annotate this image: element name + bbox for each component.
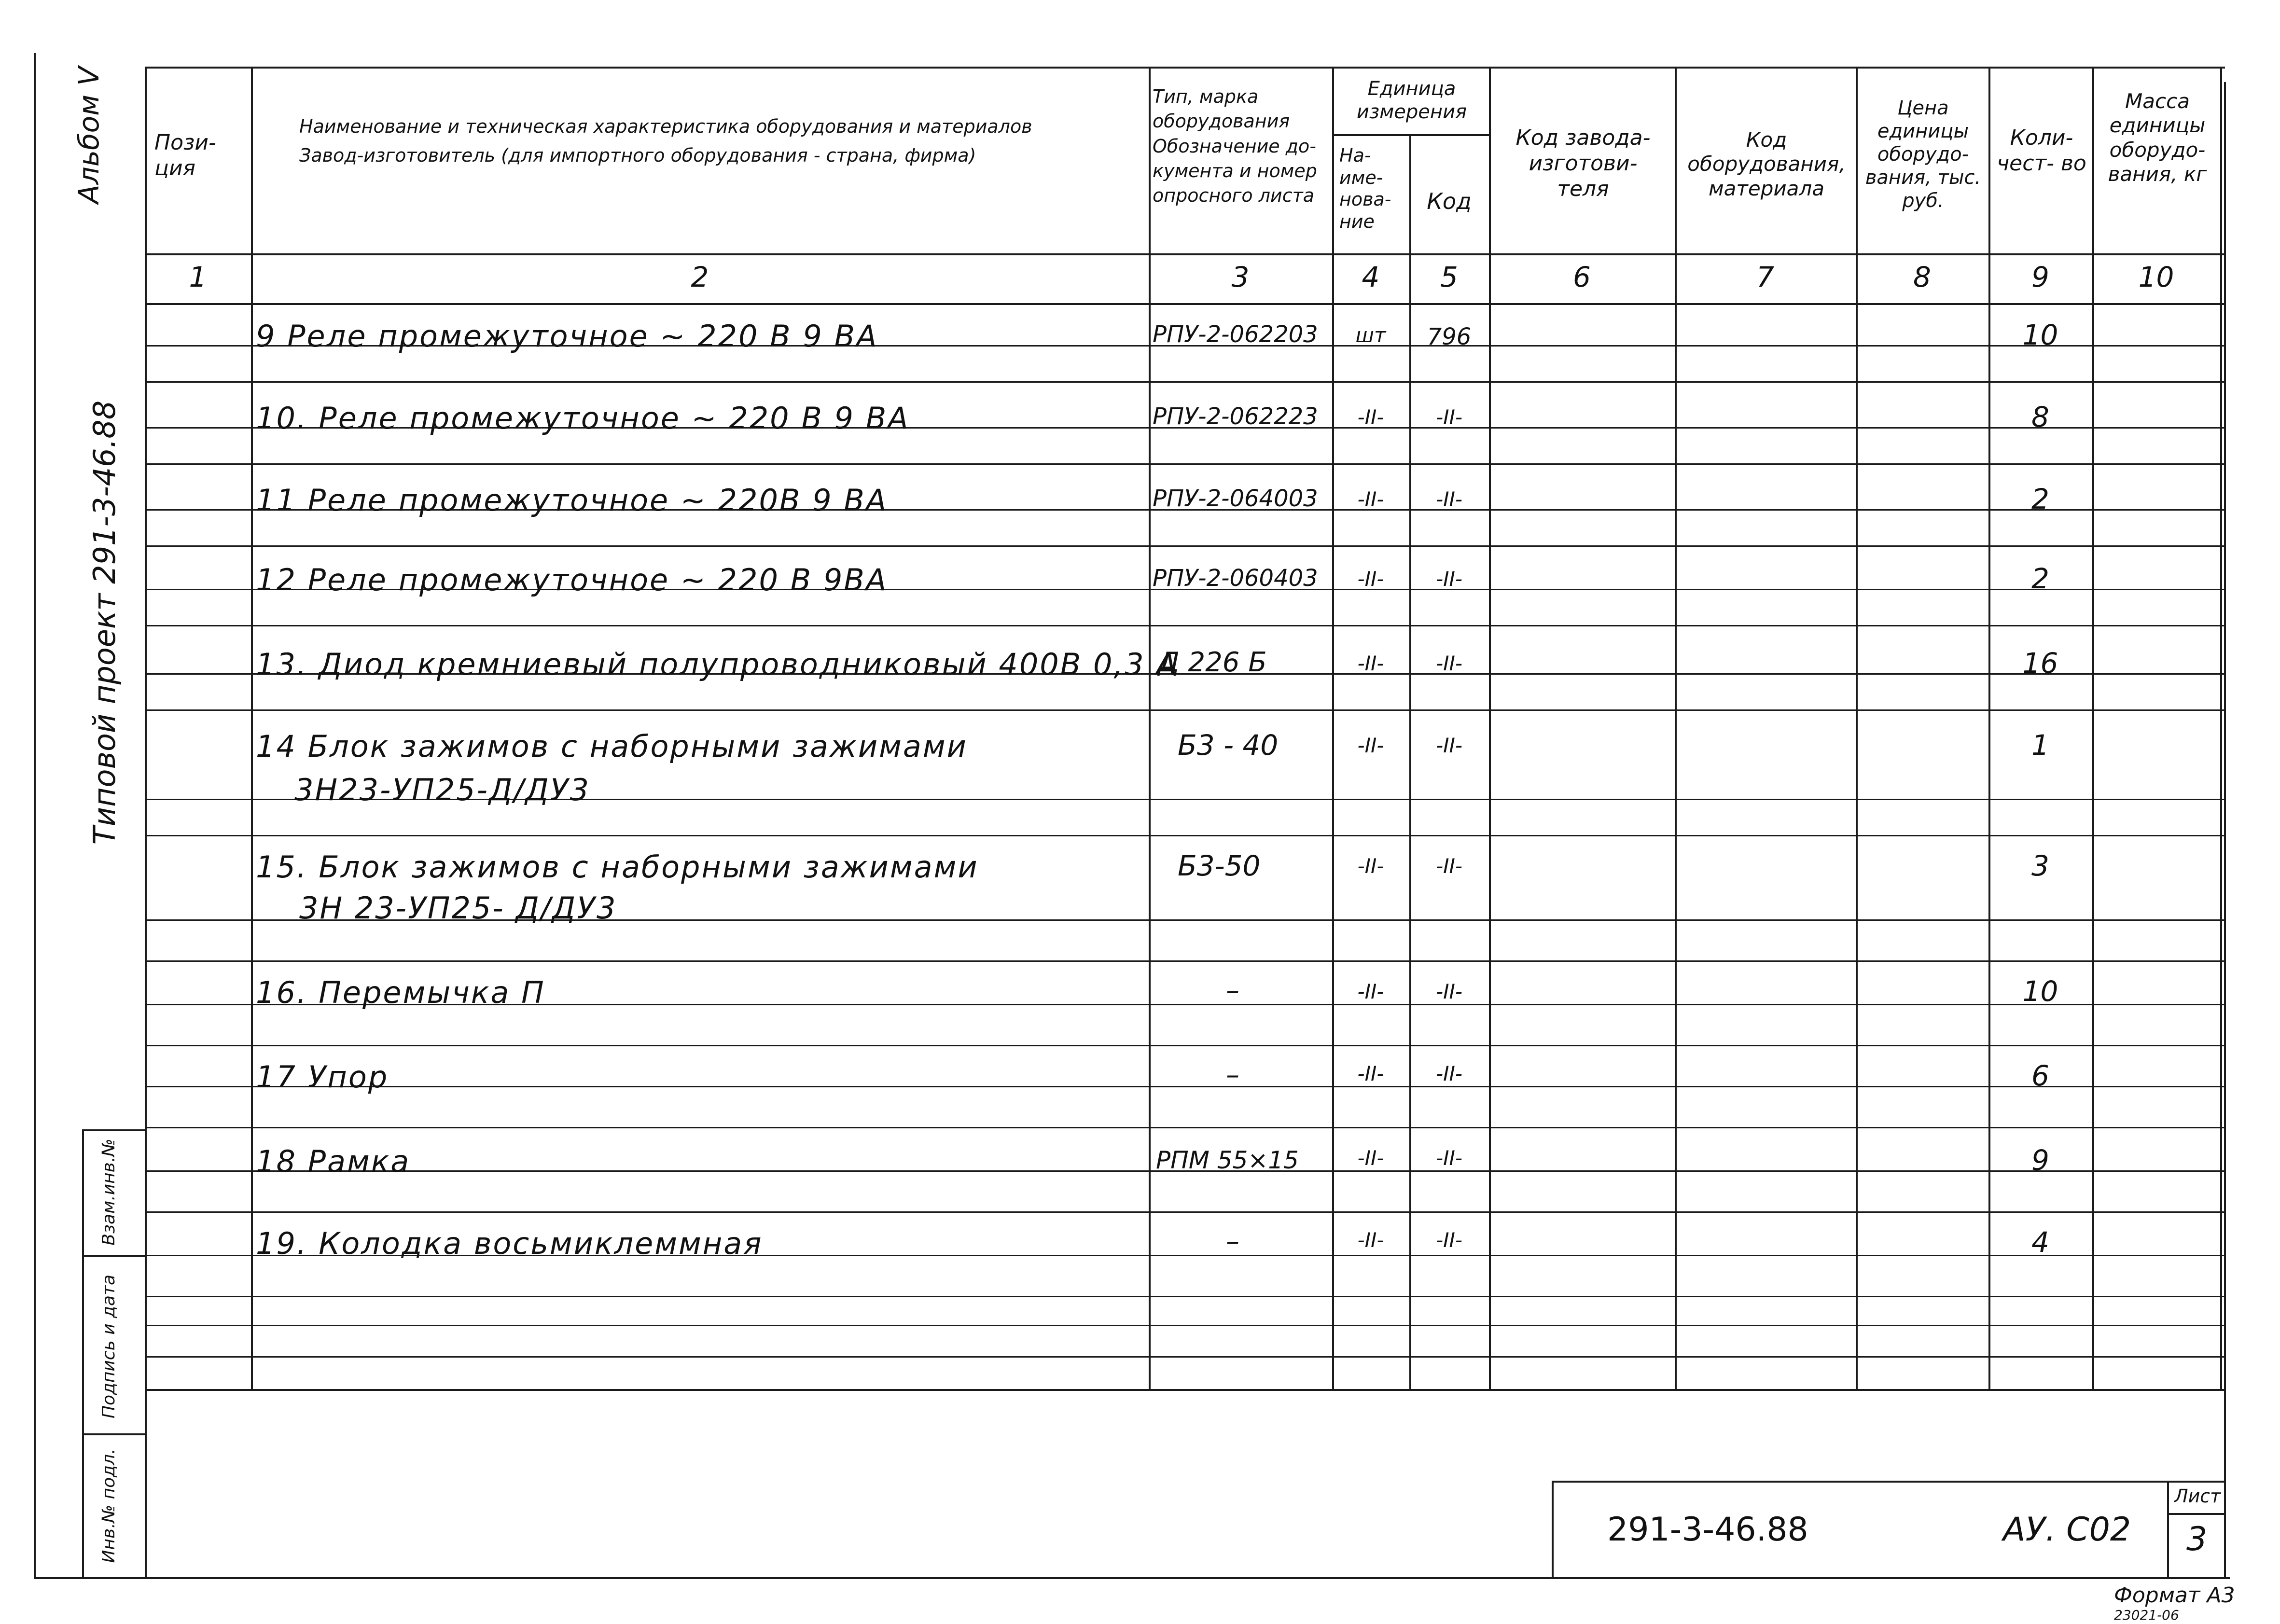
row-name: 19. Колодка восьмиклеммная: [256, 1226, 763, 1261]
row-name: 16. Перемычка П: [256, 975, 545, 1010]
row-unit: -II-: [1357, 734, 1384, 757]
row-type: РПУ-2-064003: [1153, 485, 1318, 512]
row-type: –: [1226, 975, 1239, 1006]
header-position: Пози- ция: [154, 130, 216, 180]
table-row-line: [145, 960, 2225, 962]
titleblock-top-line: [1552, 1481, 2225, 1483]
header-factory-code: Код завода- изготови- теля: [1515, 125, 1651, 201]
table-row-line: [145, 835, 2225, 836]
row-code: -II-: [1435, 567, 1463, 591]
colnum-4: 4: [1362, 261, 1380, 293]
header-bottom-line: [145, 253, 2225, 255]
row-unit: -II-: [1357, 487, 1384, 511]
row-code: -II-: [1435, 1228, 1463, 1252]
titleblock-sheet-divider: [2167, 1482, 2169, 1578]
row-unit: -II-: [1357, 405, 1384, 429]
row-code: -II-: [1435, 980, 1463, 1003]
table-row-line: [145, 1127, 2225, 1128]
row-type: РПУ-2-060403: [1153, 565, 1318, 592]
table-row-line: [145, 1325, 2225, 1326]
sheet-label: Лист: [2174, 1485, 2221, 1507]
colnum-3: 3: [1231, 261, 1250, 293]
row-qty: 3: [2031, 849, 2049, 882]
row-name: 14 Блок зажимов с наборными зажимами: [256, 729, 968, 764]
row-code: -II-: [1435, 734, 1463, 757]
table-row-line: [145, 709, 2225, 711]
row-code: -II-: [1435, 487, 1463, 511]
frame-right-line: [2224, 82, 2226, 1578]
sheet-code: АУ. С02: [2003, 1511, 2131, 1549]
table-row-line: [145, 1296, 2225, 1297]
table-row-line: [145, 1086, 2225, 1087]
header-type: Тип, марка оборудования Обозначение до- кумента и номер опросного листа: [1153, 86, 1317, 207]
row-type: РПУ-2-062223: [1153, 403, 1318, 430]
row-unit: -II-: [1357, 980, 1384, 1003]
row-type: –: [1226, 1059, 1239, 1091]
table-row-line: [145, 625, 2225, 626]
row-type: Б3-50: [1178, 849, 1261, 882]
row-code: -II-: [1435, 652, 1463, 675]
row-qty: 1: [2031, 729, 2049, 762]
row-unit: шт: [1355, 323, 1386, 347]
row-type: Д 226 Б: [1158, 647, 1267, 678]
row-name: 10. Реле промежуточное ~ 220 В 9 ВА: [256, 401, 910, 436]
frame-left-line: [34, 53, 36, 1578]
header-unit-code: Код: [1427, 188, 1472, 214]
header-unit-group: Единица измерения: [1356, 78, 1467, 123]
colnum-2: 2: [691, 261, 709, 293]
footer-code: 23021-06: [2114, 1607, 2179, 1623]
sheet-number: 3: [2186, 1520, 2208, 1558]
project-label: Типовой проект 291-3-46.88: [87, 400, 122, 845]
row-name: 12 Реле промежуточное ~ 220 В 9ВА: [256, 562, 888, 597]
row-unit: -II-: [1357, 1146, 1384, 1170]
table-row-line: [145, 1045, 2225, 1046]
format-label: Формат А3: [2114, 1583, 2235, 1608]
row-unit: -II-: [1357, 854, 1384, 878]
row-qty: 9: [2031, 1144, 2049, 1177]
header-unit-name: На- име- нова- ние: [1339, 145, 1391, 232]
colnum-9: 9: [2031, 261, 2049, 293]
table-row-line: [145, 1356, 2225, 1358]
colnum-6: 6: [1573, 261, 1591, 293]
album-label: Альбом V: [72, 66, 105, 204]
stamp-signature-label: Подпись и дата: [99, 1274, 119, 1419]
table-top-line: [145, 67, 2225, 69]
row-name: 15. Блок зажимов с наборными зажимами: [256, 849, 979, 885]
titleblock-sheet-line: [2167, 1513, 2225, 1515]
row-qty: 6: [2031, 1059, 2049, 1092]
stamp-replace-label: Взам.инв.№: [99, 1138, 119, 1246]
row-qty: 2: [2031, 483, 2049, 515]
titleblock-left-line: [1552, 1482, 1554, 1578]
stamp-inventory-label: Инв.№ подл.: [99, 1448, 119, 1563]
row-name: 18 Рамка: [256, 1144, 411, 1179]
table-row-line: [145, 381, 2225, 383]
row-name-continued: 3Н23-УП25-Д/ДУ3: [294, 772, 590, 807]
row-unit: -II-: [1357, 1228, 1384, 1252]
row-type: Б3 - 40: [1178, 729, 1279, 762]
row-unit: -II-: [1357, 1062, 1384, 1085]
row-type: –: [1226, 1226, 1239, 1257]
colnum-bottom-line: [145, 303, 2225, 305]
frame-bottom-line: [34, 1577, 2230, 1579]
header-equipment-code: Код оборудования, материала: [1687, 128, 1846, 200]
row-code: 796: [1427, 323, 1472, 350]
row-name: 11 Реле промежуточное ~ 220В 9 ВА: [256, 483, 888, 518]
header-name-line1: Наименование и техническая характеристика оборудования и материалов: [299, 116, 1032, 137]
colnum-10: 10: [2138, 261, 2174, 293]
document-number: 291-3-46.88: [1607, 1511, 1808, 1549]
row-type: РПУ-2-062203: [1153, 321, 1318, 348]
header-quantity: Коли- чест- во: [1997, 125, 2086, 176]
table-row-line: [145, 1211, 2225, 1213]
row-code: -II-: [1435, 405, 1463, 429]
table-bottom-line: [145, 1389, 2225, 1391]
header-name-line2: Завод-изготовитель (для импортного оборудования - страна, фирма): [299, 145, 976, 166]
row-qty: 10: [2022, 319, 2058, 351]
col-line-10: [2220, 68, 2222, 1390]
row-name: 17 Упор: [256, 1059, 389, 1095]
table-row-line: [145, 463, 2225, 465]
row-qty: 2: [2031, 562, 2049, 595]
row-name-continued: 3Н 23-УП25- Д/ДУ3: [299, 890, 617, 926]
row-code: -II-: [1435, 1146, 1463, 1170]
colnum-1: 1: [189, 261, 207, 293]
header-price: Цена единицы оборудо- вания, тыс. руб.: [1865, 97, 1981, 212]
row-qty: 8: [2031, 401, 2049, 433]
row-unit: -II-: [1357, 567, 1384, 591]
colnum-7: 7: [1756, 261, 1774, 293]
row-code: -II-: [1435, 1062, 1463, 1085]
row-qty: 10: [2022, 975, 2058, 1008]
stamp-divider: [82, 1129, 84, 1578]
colnum-8: 8: [1913, 261, 1931, 293]
table-row-line: [145, 545, 2225, 547]
row-qty: 16: [2022, 647, 2058, 680]
row-unit: -II-: [1357, 652, 1384, 675]
row-code: -II-: [1435, 854, 1463, 878]
colnum-5: 5: [1440, 261, 1458, 293]
row-name: 9 Реле промежуточное ~ 220 В 9 ВА: [256, 319, 878, 354]
header-mass: Масса единицы оборудо- вания, кг: [2108, 89, 2207, 186]
row-qty: 4: [2031, 1226, 2049, 1259]
row-type: РПМ 55×15: [1156, 1146, 1299, 1174]
row-name: 13. Диод кремниевый полупроводниковый 400В 0,3 А: [256, 647, 1178, 682]
unit-group-line: [1332, 134, 1489, 136]
